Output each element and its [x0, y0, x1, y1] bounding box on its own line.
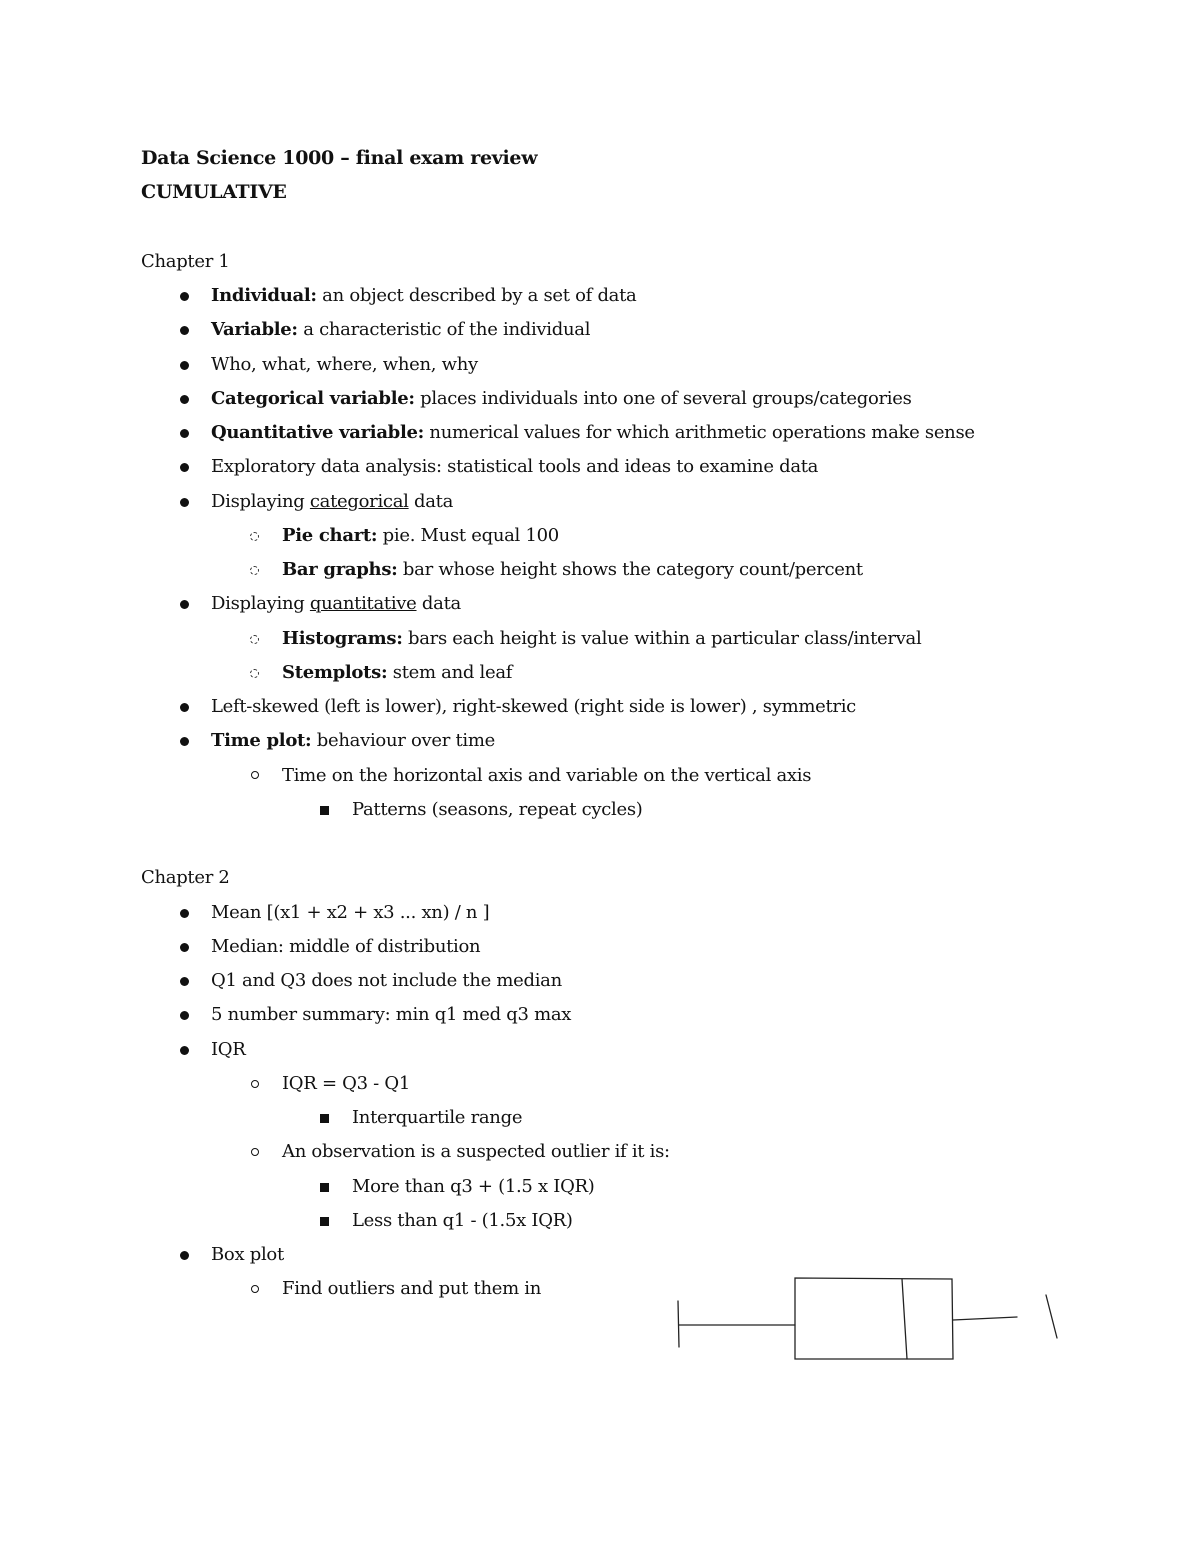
list-item-stemplots	[282, 661, 512, 685]
term-time-plot: Time plot:	[211, 730, 312, 751]
bullet-disc	[180, 1251, 189, 1260]
text: Displaying	[211, 593, 310, 614]
list-item-box-plot: Box plot	[211, 1244, 284, 1265]
bullet-circle	[251, 771, 259, 779]
chapter-1-heading: Chapter 1	[141, 251, 230, 272]
bullet-square	[320, 1217, 329, 1226]
list-item-five-number-summary: 5 number summary: min q1 med q3 max	[211, 1004, 572, 1025]
list-item-categorical	[211, 387, 912, 411]
list-item-eda: Exploratory data analysis: statistical tools and ideas to examine data	[211, 456, 819, 477]
box-outline	[795, 1278, 953, 1359]
def-individual: an object described by a set of data	[316, 285, 637, 306]
bullet-disc	[180, 1011, 189, 1020]
list-item-time-axis: Time on the horizontal axis and variable on the vertical axis	[282, 765, 812, 786]
list-item-w5: Who, what, where, when, why	[211, 354, 478, 375]
term-pie-chart: Pie chart:	[282, 525, 378, 546]
list-item-outlier-rule: An observation is a suspected outlier if it is:	[282, 1141, 670, 1162]
left-whisker-cap	[678, 1301, 679, 1347]
term-individual: Individual:	[211, 285, 317, 306]
term-stemplots: Stemplots:	[282, 662, 388, 683]
def-bar-graphs: bar whose height shows the category count/percent	[397, 559, 863, 580]
list-item-quantitative	[211, 421, 975, 445]
underlined-text: categorical	[309, 491, 409, 512]
chapter-2-heading: Chapter 2	[141, 867, 230, 888]
list-item-skew: Left-skewed (left is lower), right-skewed (right side is lower) , symmetric	[211, 696, 856, 717]
text: data	[408, 491, 454, 512]
term-quantitative: Quantitative variable:	[211, 422, 425, 443]
list-item-iqr-formula: IQR = Q3 - Q1	[282, 1073, 410, 1094]
bullet-circle	[250, 532, 259, 541]
list-item-patterns: Patterns (seasons, repeat cycles)	[352, 799, 643, 820]
list-item-variable	[211, 318, 590, 342]
bullet-disc	[180, 326, 189, 335]
right-whisker-line	[953, 1317, 1017, 1320]
def-time-plot: behaviour over time	[311, 730, 495, 751]
def-quantitative: numerical values for which arithmetic operations make sense	[424, 422, 975, 443]
bullet-disc	[180, 1046, 189, 1055]
text: data	[416, 593, 461, 614]
right-whisker-cap	[1046, 1295, 1057, 1338]
def-variable: a characteristic of the individual	[297, 319, 591, 340]
def-categorical: places individuals into one of several groups/categories	[414, 388, 912, 409]
list-item-individual	[211, 284, 636, 308]
def-histograms: bars each height is value within a particular class/interval	[402, 628, 922, 649]
term-bar-graphs: Bar graphs:	[282, 559, 398, 580]
term-categorical: Categorical variable:	[211, 388, 415, 409]
document-title: Data Science 1000 – final exam review	[141, 147, 538, 169]
bullet-disc	[180, 943, 189, 952]
bullet-circle	[251, 1080, 259, 1088]
list-item-iqr: IQR	[211, 1039, 246, 1060]
underlined-text: quantitative	[309, 593, 417, 614]
bullet-circle	[250, 669, 259, 678]
bullet-disc	[180, 977, 189, 986]
document-subtitle: CUMULATIVE	[141, 181, 287, 203]
bullet-disc	[180, 463, 189, 472]
term-variable: Variable:	[211, 319, 298, 340]
bullet-disc	[180, 498, 189, 507]
bullet-square	[320, 1114, 329, 1123]
list-item-histograms	[282, 627, 921, 651]
bullet-circle	[250, 635, 259, 644]
list-item-bar-graphs	[282, 558, 863, 582]
bullet-disc	[180, 395, 189, 404]
list-item-less-than: Less than q1 - (1.5x IQR)	[352, 1210, 573, 1231]
bullet-disc	[180, 600, 189, 609]
list-item-find-outliers: Find outliers and put them in	[282, 1278, 542, 1299]
def-pie-chart: pie. Must equal 100	[377, 525, 559, 546]
term-histograms: Histograms:	[282, 628, 403, 649]
list-item-median: Median: middle of distribution	[211, 936, 481, 957]
bullet-disc	[180, 737, 189, 746]
list-item-displaying-quantitative	[211, 592, 461, 616]
list-item-displaying-categorical	[211, 490, 453, 514]
median-line	[902, 1279, 907, 1359]
bullet-square	[320, 1183, 329, 1192]
bullet-disc	[180, 703, 189, 712]
bullet-disc	[180, 361, 189, 370]
bullet-circle	[251, 1285, 259, 1293]
bullet-disc	[180, 292, 189, 301]
box-plot-sketch-icon	[670, 1270, 1070, 1370]
def-stemplots: stem and leaf	[387, 662, 513, 683]
list-item-time-plot	[211, 729, 495, 753]
bullet-circle	[250, 566, 259, 575]
bullet-square	[320, 806, 329, 815]
list-item-pie-chart	[282, 524, 559, 548]
list-item-q1q3: Q1 and Q3 does not include the median	[211, 970, 562, 991]
list-item-mean: Mean [(x1 + x2 + x3 ... xn) / n ]	[211, 902, 490, 923]
list-item-iqr-name: Interquartile range	[352, 1107, 523, 1128]
bullet-circle	[251, 1148, 259, 1156]
bullet-disc	[180, 429, 189, 438]
bullet-disc	[180, 909, 189, 918]
text: Displaying	[211, 491, 310, 512]
list-item-more-than: More than q3 + (1.5 x IQR)	[352, 1176, 595, 1197]
